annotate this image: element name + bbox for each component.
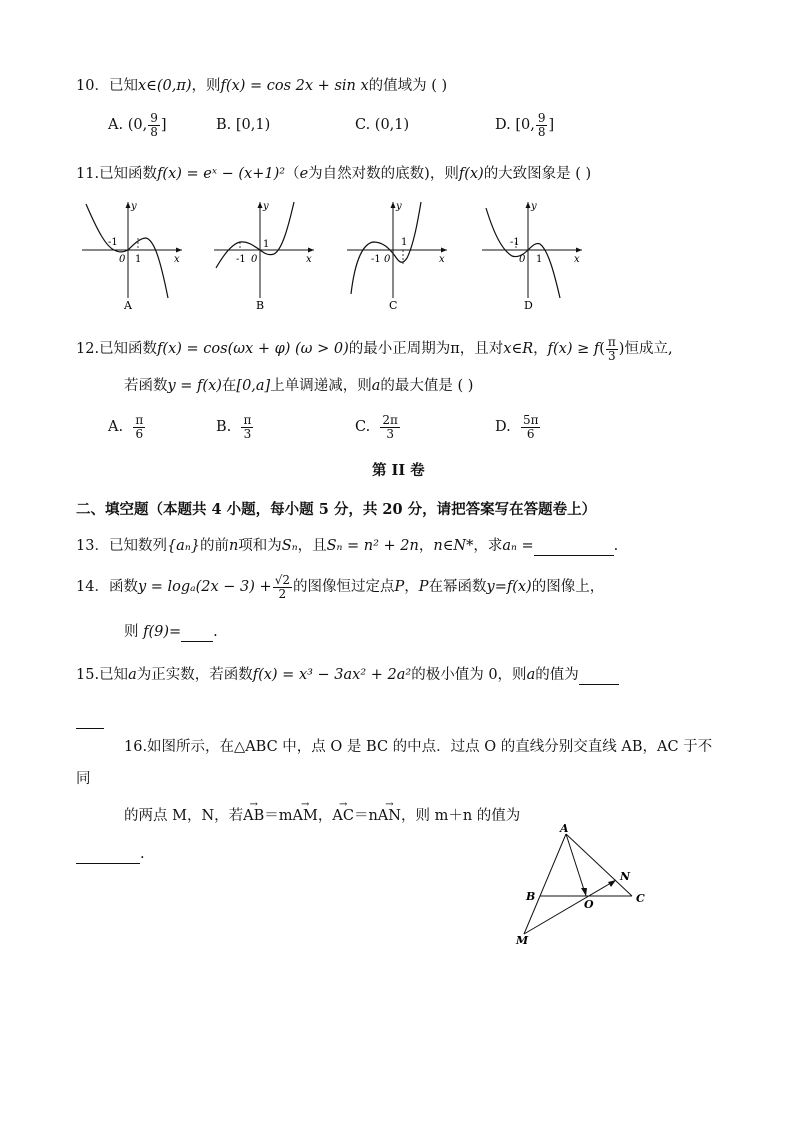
point-n: N	[620, 870, 631, 883]
tick-label-minus-one: -1	[236, 254, 246, 265]
graph-caption: A	[124, 299, 132, 312]
y-axis-label: y	[531, 201, 537, 212]
graph-caption: B	[256, 299, 265, 312]
tick-label-minus-one: -1	[510, 237, 520, 248]
point-o: O	[584, 898, 594, 911]
q11-graph-c[interactable]	[345, 198, 455, 314]
fraction: $\frac{√2}{2}$	[274, 573, 290, 601]
q11-graph-a[interactable]	[80, 198, 190, 314]
vector-ab: → AB	[243, 808, 264, 825]
y-axis-label: y	[263, 201, 269, 212]
x-axis-label: x	[306, 254, 312, 265]
q12-option-c[interactable]: C. $\frac{2\pi}{3}$	[355, 413, 398, 441]
fraction: $\frac{9}{8}$	[537, 111, 546, 139]
q16-stem-line2: 同	[76, 771, 91, 787]
fraction: $\frac{\pi}{3}$	[243, 413, 252, 441]
q15-stem: 15.已知a为正实数，若函数f(x) = x³ − 3ax² + 2a²的极小值为 0，则a的值为	[76, 667, 619, 685]
x-axis-label: x	[574, 254, 580, 265]
q16-stem-line3: 的两点 M，N，若→ AB＝m→ AM，→ AC＝n→ AN，则 m＋n 的值为	[124, 808, 520, 825]
answer-blank-continuation[interactable]	[76, 712, 104, 729]
section-heading: 二、填空题（本题共 4 小题，每小题 5 分，共 20 分，请把答案写在答题卷上）	[76, 501, 597, 518]
point-m: M	[516, 934, 529, 947]
q11-graph-b[interactable]	[212, 198, 322, 314]
fraction: $\frac{\pi}{6}$	[135, 413, 144, 441]
q13-stem: 13．已知数列{aₙ}的前n项和为Sₙ，且Sₙ = n² + 2n，n∈N*，求aₙ = .	[76, 538, 618, 556]
vector-an: → AN	[378, 808, 401, 825]
q14-line2: 则 f(9)= .	[124, 624, 218, 642]
q16-triangle-figure	[510, 822, 670, 950]
answer-blank[interactable]	[534, 538, 614, 556]
q11-stem: 11.已知函数f(x) = eˣ − (x+1)²（e为自然对数的底数)，则f(x)的大致图象是 ( )	[76, 166, 592, 182]
vertex-a: A	[560, 822, 569, 835]
origin-label: 0	[384, 254, 391, 265]
q12-option-d[interactable]: D. $\frac{5\pi}{6}$	[495, 413, 539, 441]
fraction: $\frac{5\pi}{6}$	[522, 413, 539, 441]
q11-graph-d[interactable]	[480, 198, 590, 314]
y-axis-label: y	[396, 201, 402, 212]
tick-label-one: 1	[401, 237, 408, 248]
x-axis-label: x	[174, 254, 180, 265]
fraction: $\frac{2\pi}{3}$	[382, 413, 398, 441]
q12-option-a[interactable]: A. $\frac{\pi}{6}$	[108, 413, 144, 441]
q12-option-b[interactable]: B. $\frac{\pi}{3}$	[216, 413, 252, 441]
q14-stem: 14．函数y = logₐ(2x − 3) + $\frac{√2}{2}$ 的图像恒过定点P，P在幂函数y=f(x)的图像上，	[76, 573, 605, 601]
tick-label-minus-one: -1	[108, 237, 118, 248]
part-title: 第 II 卷	[372, 462, 425, 479]
q12-stem-line2: 若函数y = f(x)在[0,a]上单调递减，则a的最大值是 ( )	[124, 378, 474, 394]
fraction: $\frac{\pi}{3}$	[607, 335, 616, 363]
origin-label: 0	[251, 254, 258, 265]
q10-stem: 10．已知x∈(0,π)，则f(x) = cos 2x + sin x的值域为 ( )	[76, 78, 448, 94]
q10-option-a[interactable]: A. (0, $\frac{9}{8}$ ]	[108, 111, 167, 139]
vertex-c: C	[636, 892, 645, 905]
tick-label-one: 1	[135, 254, 142, 265]
graph-caption: C	[389, 299, 398, 312]
fraction: $\frac{9}{8}$	[150, 111, 158, 139]
tick-label-one: 1	[263, 239, 270, 250]
vector-am: → AM	[293, 808, 318, 825]
q10-option-c[interactable]: C. (0,1)	[355, 117, 410, 133]
graph-caption: D	[524, 299, 533, 312]
vector-ac: → AC	[332, 808, 354, 825]
y-axis-label: y	[131, 201, 137, 212]
origin-label: 0	[519, 254, 526, 265]
q12-stem: 12.已知函数f(x) = cos(ωx + φ) (ω > 0)的最小正周期为π，且对x∈R，f(x) ≥ f( $\frac{\pi}{3}$ )恒成立,	[76, 335, 673, 363]
answer-blank[interactable]	[76, 846, 140, 864]
vertex-b: B	[526, 890, 536, 903]
q16-stem-line1: 16.如图所示，在△ABC 中，点 O 是 BC 的中点．过点 O 的直线分别交直线 AB，AC 于不	[124, 739, 713, 755]
q10-option-b[interactable]: B. [0,1)	[216, 117, 271, 133]
answer-blank[interactable]	[181, 624, 213, 642]
x-axis-label: x	[439, 254, 445, 265]
tick-label-one: 1	[536, 254, 543, 265]
tick-label-minus-one: -1	[371, 254, 381, 265]
q16-answer-line: .	[76, 846, 145, 864]
answer-blank[interactable]	[579, 667, 619, 685]
origin-label: 0	[119, 254, 126, 265]
q10-option-d[interactable]: D. [0, $\frac{9}{8}$ ]	[495, 111, 555, 139]
